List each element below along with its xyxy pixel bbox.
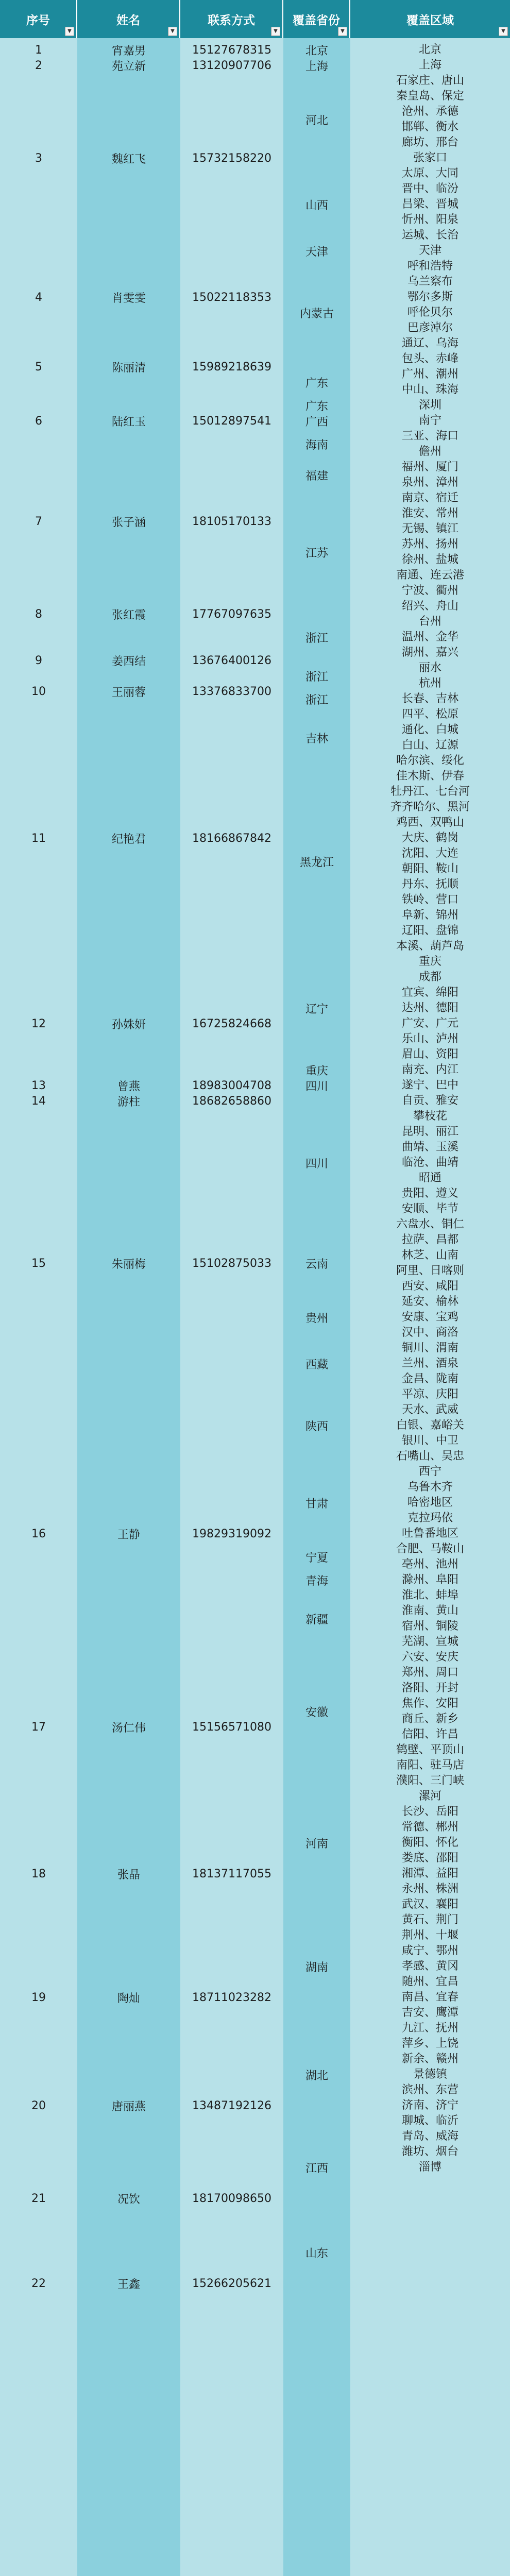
filter-dropdown-icon[interactable]: ▼: [338, 27, 347, 36]
coverage-area[interactable]: 丽水: [418, 662, 441, 674]
coverage-area[interactable]: 南通、连云港: [396, 569, 464, 582]
coverage-area[interactable]: 苏州、扬州: [401, 538, 458, 551]
coverage-area[interactable]: 绍兴、舟山: [401, 600, 458, 613]
phone-number[interactable]: 13120907706: [192, 59, 271, 72]
row-number[interactable]: 15: [31, 1257, 46, 1270]
coverage-area[interactable]: 包头、赤峰: [401, 352, 458, 365]
phone-number[interactable]: 18711023282: [192, 1991, 271, 2004]
row-number[interactable]: 18: [31, 1867, 46, 1880]
province-cell[interactable]: 山东: [305, 2247, 328, 2260]
coverage-area[interactable]: 长沙、岳阳: [401, 1805, 458, 1818]
coverage-area[interactable]: 商丘、新乡: [401, 1713, 458, 1725]
coverage-area[interactable]: 泉州、漳州: [401, 476, 458, 489]
row-number[interactable]: 10: [31, 685, 46, 698]
person-name[interactable]: 王静: [117, 1528, 140, 1541]
coverage-area[interactable]: 临沧、曲靖: [401, 1156, 458, 1169]
person-name[interactable]: 朱丽梅: [111, 1258, 146, 1271]
header-province-label: 覆盖省份: [293, 13, 340, 27]
province-cell[interactable]: 宁夏: [305, 1551, 328, 1565]
header-no[interactable]: [0, 0, 77, 38]
coverage-area[interactable]: 乌鲁木齐: [407, 1481, 453, 1494]
coverage-area[interactable]: 张家口: [413, 151, 447, 164]
coverage-area[interactable]: 秦皇岛、保定: [396, 90, 464, 103]
coverage-area[interactable]: 平凉、庆阳: [401, 1388, 458, 1401]
coverage-area[interactable]: 三亚、海口: [401, 430, 458, 443]
column-province: [283, 38, 350, 2576]
column-name: [77, 38, 180, 2576]
person-name[interactable]: 张子涵: [111, 516, 146, 529]
phone-number[interactable]: 19829319092: [192, 1527, 271, 1540]
province-cell[interactable]: 天津: [305, 245, 328, 259]
coverage-area[interactable]: 朝阳、鞍山: [401, 862, 458, 875]
person-name[interactable]: 苑立新: [111, 60, 146, 73]
phone-number[interactable]: 15266205621: [192, 2277, 271, 2290]
coverage-area[interactable]: 长春、吉林: [401, 692, 458, 705]
phone-number[interactable]: 15989218639: [192, 360, 271, 374]
coverage-area[interactable]: 阿里、日喀则: [396, 1264, 464, 1277]
phone-number[interactable]: 18137117055: [192, 1867, 271, 1880]
coverage-area[interactable]: 鄂尔多斯: [407, 291, 453, 303]
coverage-area[interactable]: 哈尔滨、绥化: [396, 754, 464, 767]
coverage-area[interactable]: 永州、株洲: [401, 1883, 458, 1895]
person-name[interactable]: 王鑫: [117, 2278, 140, 2291]
person-name[interactable]: 王丽蓉: [111, 686, 146, 699]
coverage-area[interactable]: 运城、长治: [401, 229, 458, 242]
coverage-area[interactable]: 衡阳、怀化: [401, 1836, 458, 1849]
coverage-area[interactable]: 洛阳、开封: [401, 1682, 458, 1694]
province-cell[interactable]: 甘肃: [305, 1497, 328, 1511]
coverage-area[interactable]: 合肥、马鞍山: [396, 1543, 464, 1555]
coverage-area[interactable]: 六安、安庆: [401, 1651, 458, 1664]
coverage-area[interactable]: 宜宾、绵阳: [401, 986, 458, 999]
province-cell[interactable]: 山西: [305, 199, 328, 212]
coverage-area[interactable]: 济南、济宁: [401, 2099, 458, 2112]
province-cell[interactable]: 广东: [305, 400, 328, 413]
coverage-area[interactable]: 亳州、池州: [401, 1558, 458, 1571]
coverage-area[interactable]: 佳木斯、伊春: [396, 770, 464, 783]
coverage-area[interactable]: 鸡西、双鸭山: [396, 816, 464, 829]
province-cell[interactable]: 四川: [305, 1080, 328, 1093]
header-no-label: 序号: [26, 13, 50, 27]
row-number[interactable]: 12: [31, 1017, 46, 1030]
coverage-area[interactable]: 南京、宿迁: [401, 492, 458, 504]
province-cell[interactable]: 浙江: [305, 670, 328, 684]
coverage-area[interactable]: 黄石、荆门: [401, 1913, 458, 1926]
phone-number[interactable]: 18983004708: [192, 1079, 271, 1092]
row-number[interactable]: 21: [31, 2192, 46, 2205]
phone-number[interactable]: 13376833700: [192, 685, 271, 698]
phone-number[interactable]: 18170098650: [192, 2192, 271, 2205]
coverage-area[interactable]: 重庆: [418, 955, 441, 968]
person-name[interactable]: 肖雯雯: [111, 292, 146, 305]
filter-dropdown-icon[interactable]: ▼: [271, 27, 280, 36]
coverage-area[interactable]: 淮北、蚌埠: [401, 1589, 458, 1602]
coverage-area[interactable]: 忻州、阳泉: [401, 213, 458, 226]
coverage-area[interactable]: 哈密地区: [407, 1496, 453, 1509]
person-name[interactable]: 曾燕: [117, 1080, 140, 1093]
person-name[interactable]: 唐丽燕: [111, 2100, 146, 2113]
coverage-area[interactable]: 广安、广元: [401, 1017, 458, 1030]
person-name[interactable]: 游柱: [117, 1095, 140, 1109]
province-cell[interactable]: 贵州: [305, 1312, 328, 1325]
coverage-area[interactable]: 白银、嘉峪关: [396, 1419, 464, 1432]
row-number[interactable]: 19: [31, 1991, 46, 2004]
province-cell[interactable]: 河北: [305, 114, 328, 127]
coverage-area[interactable]: 淮安、常州: [401, 507, 458, 520]
row-number[interactable]: 4: [35, 291, 42, 304]
province-cell[interactable]: 西藏: [305, 1358, 328, 1371]
coverage-area[interactable]: 辽阳、盘锦: [401, 924, 458, 937]
phone-number[interactable]: 13676400126: [192, 654, 271, 667]
coverage-area[interactable]: 本溪、葫芦岛: [396, 940, 464, 953]
coverage-area[interactable]: 昭通: [418, 1172, 441, 1184]
phone-number[interactable]: 15156571080: [192, 1720, 271, 1734]
coverage-area[interactable]: 孝感、黄冈: [401, 1960, 458, 1973]
header-phone-label: 联系方式: [208, 13, 255, 27]
person-name[interactable]: 张红霞: [111, 608, 146, 622]
phone-number[interactable]: 18105170133: [192, 515, 271, 528]
person-name[interactable]: 孙姝妍: [111, 1018, 146, 1031]
coverage-area[interactable]: 滨州、东营: [401, 2083, 458, 2096]
coverage-area[interactable]: 通化、白城: [401, 723, 458, 736]
coverage-area[interactable]: 乐山、泸州: [401, 1032, 458, 1045]
row-number[interactable]: 5: [35, 360, 42, 374]
coverage-area[interactable]: 聊城、临沂: [401, 2114, 458, 2127]
coverage-area[interactable]: 吐鲁番地区: [401, 1527, 458, 1540]
province-cell[interactable]: 重庆: [305, 1064, 328, 1078]
coverage-area[interactable]: 吉安、鹰潭: [401, 2006, 458, 2019]
coverage-area[interactable]: 遂宁、巴中: [401, 1079, 458, 1092]
coverage-area[interactable]: 巴彦淖尔: [407, 321, 453, 334]
coverage-area[interactable]: 儋州: [418, 445, 441, 458]
coverage-area[interactable]: 铁岭、营口: [401, 893, 458, 906]
row-number[interactable]: 1: [35, 43, 42, 57]
row-number[interactable]: 16: [31, 1527, 46, 1540]
row-number[interactable]: 11: [31, 832, 46, 845]
province-cell[interactable]: 内蒙古: [299, 307, 334, 320]
coverage-area[interactable]: 石嘴山、吴忠: [396, 1450, 464, 1463]
coverage-area[interactable]: 金昌、陇南: [401, 1372, 458, 1385]
row-number[interactable]: 8: [35, 607, 42, 621]
coverage-area[interactable]: 潍坊、烟台: [401, 2145, 458, 2158]
coverage-area[interactable]: 兰州、酒泉: [401, 1357, 458, 1370]
coverage-area[interactable]: 南昌、宜春: [401, 1991, 458, 2004]
province-cell[interactable]: 浙江: [305, 632, 328, 645]
coverage-area[interactable]: 北京: [418, 43, 441, 56]
coverage-area[interactable]: 沧州、承德: [401, 105, 458, 118]
coverage-area[interactable]: 淄博: [418, 2161, 441, 2174]
coverage-area[interactable]: 青岛、威海: [401, 2130, 458, 2143]
coverage-area[interactable]: 曲靖、玉溪: [401, 1141, 458, 1154]
person-name[interactable]: 纪艳君: [111, 833, 146, 846]
coverage-area[interactable]: 邯郸、衡水: [401, 121, 458, 133]
coverage-area[interactable]: 攀枝花: [413, 1110, 447, 1123]
coverage-area[interactable]: 昆明、丽江: [401, 1125, 458, 1138]
coverage-area[interactable]: 六盘水、铜仁: [396, 1218, 464, 1231]
coverage-area[interactable]: 安顺、毕节: [401, 1202, 458, 1215]
province-cell[interactable]: 湖南: [305, 1961, 328, 1974]
header-name-label: 姓名: [116, 13, 140, 27]
coverage-area[interactable]: 呼伦贝尔: [407, 306, 453, 319]
coverage-area[interactable]: 沈阳、大连: [401, 847, 458, 860]
coverage-area[interactable]: 焦作、安阳: [401, 1697, 458, 1710]
coverage-area[interactable]: 徐州、盐城: [401, 553, 458, 566]
coverage-area[interactable]: 湖州、嘉兴: [401, 646, 458, 659]
person-name[interactable]: 魏红飞: [111, 152, 146, 166]
header-name[interactable]: [77, 0, 180, 38]
row-number[interactable]: 22: [31, 2277, 46, 2290]
coverage-area[interactable]: 西安、咸阳: [401, 1280, 458, 1293]
coverage-area[interactable]: 武汉、襄阳: [401, 1898, 458, 1911]
province-cell[interactable]: 新疆: [305, 1613, 328, 1626]
province-cell[interactable]: 河南: [305, 1837, 328, 1851]
province-cell[interactable]: 辽宁: [305, 1003, 328, 1016]
coverage-area[interactable]: 达州、德阳: [401, 1002, 458, 1014]
person-name[interactable]: 宵嘉男: [111, 44, 146, 58]
row-number[interactable]: 7: [35, 515, 42, 528]
filter-dropdown-icon[interactable]: ▼: [168, 27, 177, 36]
province-cell[interactable]: 上海: [305, 60, 328, 73]
coverage-area[interactable]: 福州、厦门: [401, 461, 458, 473]
coverage-area[interactable]: 宿州、铜陵: [401, 1620, 458, 1633]
coverage-area[interactable]: 银川、中卫: [401, 1434, 458, 1447]
province-cell[interactable]: 江苏: [305, 547, 328, 560]
province-cell[interactable]: 黑龙江: [299, 856, 334, 869]
coverage-area[interactable]: 信阳、许昌: [401, 1728, 458, 1741]
coverage-area[interactable]: 四平、松原: [401, 708, 458, 721]
coverage-area[interactable]: 深圳: [418, 399, 441, 412]
coverage-area[interactable]: 安康、宝鸡: [401, 1311, 458, 1324]
row-number[interactable]: 6: [35, 414, 42, 428]
row-number[interactable]: 13: [31, 1079, 46, 1092]
phone-number[interactable]: 15012897541: [192, 414, 271, 428]
coverage-area[interactable]: 濮阳、三门峡: [396, 1774, 464, 1787]
coverage-area[interactable]: 台州: [418, 615, 441, 628]
coverage-area[interactable]: 新余、赣州: [401, 2053, 458, 2065]
column-phone: [180, 38, 283, 2576]
province-cell[interactable]: 安徽: [305, 1706, 328, 1719]
coverage-area[interactable]: 常德、郴州: [401, 1821, 458, 1834]
coverage-area[interactable]: 杭州: [418, 677, 441, 690]
person-name[interactable]: 姜西结: [111, 655, 146, 668]
coverage-area[interactable]: 成都: [418, 971, 441, 984]
province-cell[interactable]: 浙江: [305, 693, 328, 707]
coverage-area[interactable]: 宁波、衢州: [401, 584, 458, 597]
coverage-area[interactable]: 自贡、雅安: [401, 1094, 458, 1107]
column-coverage: [350, 38, 510, 2576]
filter-dropdown-icon[interactable]: ▼: [499, 27, 508, 36]
person-name[interactable]: 况饮: [117, 2193, 140, 2206]
coverage-area[interactable]: 景德镇: [413, 2068, 447, 2081]
coverage-area[interactable]: 咸宁、鄂州: [401, 1944, 458, 1957]
coverage-area[interactable]: 荆州、十堰: [401, 1929, 458, 1942]
coverage-area[interactable]: 贵阳、遵义: [401, 1187, 458, 1200]
person-name[interactable]: 陶灿: [117, 1992, 140, 2005]
row-number[interactable]: 9: [35, 654, 42, 667]
coverage-area[interactable]: 鹤壁、平顶山: [396, 1743, 464, 1756]
coverage-area[interactable]: 眉山、资阳: [401, 1048, 458, 1061]
phone-number[interactable]: 15127678315: [192, 43, 271, 57]
person-name[interactable]: 张晶: [117, 1868, 140, 1882]
phone-number[interactable]: 15102875033: [192, 1257, 271, 1270]
province-cell[interactable]: 广西: [305, 415, 328, 429]
person-name[interactable]: 陈丽清: [111, 361, 146, 375]
coverage-area[interactable]: 铜川、渭南: [401, 1342, 458, 1354]
coverage-area[interactable]: 滁州、阜阳: [401, 1573, 458, 1586]
coverage-area[interactable]: 吕梁、晋城: [401, 198, 458, 211]
province-cell[interactable]: 海南: [305, 438, 328, 452]
coverage-area[interactable]: 中山、珠海: [401, 383, 458, 396]
coverage-area[interactable]: 漯河: [418, 1790, 441, 1803]
header-province[interactable]: [283, 0, 350, 38]
header-phone[interactable]: [180, 0, 283, 38]
row-number[interactable]: 20: [31, 2099, 46, 2112]
coverage-area[interactable]: 林芝、山南: [401, 1249, 458, 1262]
coverage-area[interactable]: 延安、榆林: [401, 1295, 458, 1308]
province-cell[interactable]: 江西: [305, 2162, 328, 2175]
coverage-area[interactable]: 丹东、抚顺: [401, 878, 458, 891]
province-cell[interactable]: 陕西: [305, 1420, 328, 1433]
coverage-area[interactable]: 郑州、周口: [401, 1666, 458, 1679]
coverage-area[interactable]: 乌兰察布: [407, 275, 453, 288]
person-name[interactable]: 陆红玉: [111, 415, 146, 429]
province-cell[interactable]: 青海: [305, 1574, 328, 1588]
phone-number[interactable]: 15732158220: [192, 151, 271, 165]
row-number[interactable]: 17: [31, 1720, 46, 1734]
phone-number[interactable]: 13487192126: [192, 2099, 271, 2112]
coverage-area[interactable]: 通辽、乌海: [401, 337, 458, 350]
coverage-area[interactable]: 牡丹江、七台河: [390, 785, 470, 798]
province-cell[interactable]: 吉林: [305, 732, 328, 745]
coverage-area[interactable]: 温州、金华: [401, 631, 458, 643]
coverage-area[interactable]: 拉萨、昌都: [401, 1233, 458, 1246]
coverage-area[interactable]: 无锡、镇江: [401, 522, 458, 535]
phone-number[interactable]: 17767097635: [192, 607, 271, 621]
coverage-area[interactable]: 南阳、驻马店: [396, 1759, 464, 1772]
filter-dropdown-icon[interactable]: ▼: [65, 27, 74, 36]
row-number[interactable]: 14: [31, 1094, 46, 1108]
phone-number[interactable]: 15022118353: [192, 291, 271, 304]
coverage-area[interactable]: 天津: [418, 244, 441, 257]
coverage-area[interactable]: 呼和浩特: [407, 260, 453, 273]
coverage-area[interactable]: 大庆、鹤岗: [401, 832, 458, 844]
phone-number[interactable]: 18166867842: [192, 832, 271, 845]
coverage-area[interactable]: 汉中、商洛: [401, 1326, 458, 1339]
coverage-area[interactable]: 九江、抚州: [401, 2022, 458, 2035]
coverage-area[interactable]: 石家庄、唐山: [396, 74, 464, 87]
coverage-area[interactable]: 娄底、邵阳: [401, 1852, 458, 1865]
header-coverage[interactable]: [350, 0, 510, 38]
coverage-area[interactable]: 南充、内江: [401, 1063, 458, 1076]
coverage-area[interactable]: 淮南、黄山: [401, 1604, 458, 1617]
coverage-area[interactable]: 晋中、临汾: [401, 182, 458, 195]
coverage-area[interactable]: 克拉玛依: [407, 1512, 453, 1524]
coverage-area[interactable]: 上海: [418, 59, 441, 72]
coverage-area[interactable]: 西宁: [418, 1465, 441, 1478]
coverage-area[interactable]: 芜湖、宣城: [401, 1635, 458, 1648]
province-cell[interactable]: 云南: [305, 1258, 328, 1271]
coverage-area[interactable]: 齐齐哈尔、黑河: [390, 801, 470, 814]
phone-number[interactable]: 18682658860: [192, 1094, 271, 1108]
coverage-area[interactable]: 湘潭、益阳: [401, 1867, 458, 1880]
coverage-area[interactable]: 萍乡、上饶: [401, 2037, 458, 2050]
row-number[interactable]: 3: [35, 151, 42, 165]
coverage-area[interactable]: 廊坊、邢台: [401, 136, 458, 149]
coverage-area[interactable]: 天水、武威: [401, 1403, 458, 1416]
header-coverage-label: 覆盖区域: [406, 13, 454, 27]
coverage-area[interactable]: 阜新、锦州: [401, 909, 458, 922]
coverage-area[interactable]: 太原、大同: [401, 167, 458, 180]
person-name[interactable]: 汤仁伟: [111, 1721, 146, 1735]
column-no: [0, 38, 77, 2576]
coverage-area[interactable]: 南宁: [418, 414, 441, 427]
phone-number[interactable]: 16725824668: [192, 1017, 271, 1030]
row-number[interactable]: 2: [35, 59, 42, 72]
province-cell[interactable]: 湖北: [305, 2069, 328, 2082]
coverage-area[interactable]: 白山、辽源: [401, 739, 458, 752]
coverage-area[interactable]: 随州、宜昌: [401, 1975, 458, 1988]
coverage-area[interactable]: 广州、潮州: [401, 368, 458, 381]
province-cell[interactable]: 北京: [305, 44, 328, 58]
province-cell[interactable]: 四川: [305, 1157, 328, 1171]
province-cell[interactable]: 广东: [305, 377, 328, 390]
province-cell[interactable]: 福建: [305, 469, 328, 483]
